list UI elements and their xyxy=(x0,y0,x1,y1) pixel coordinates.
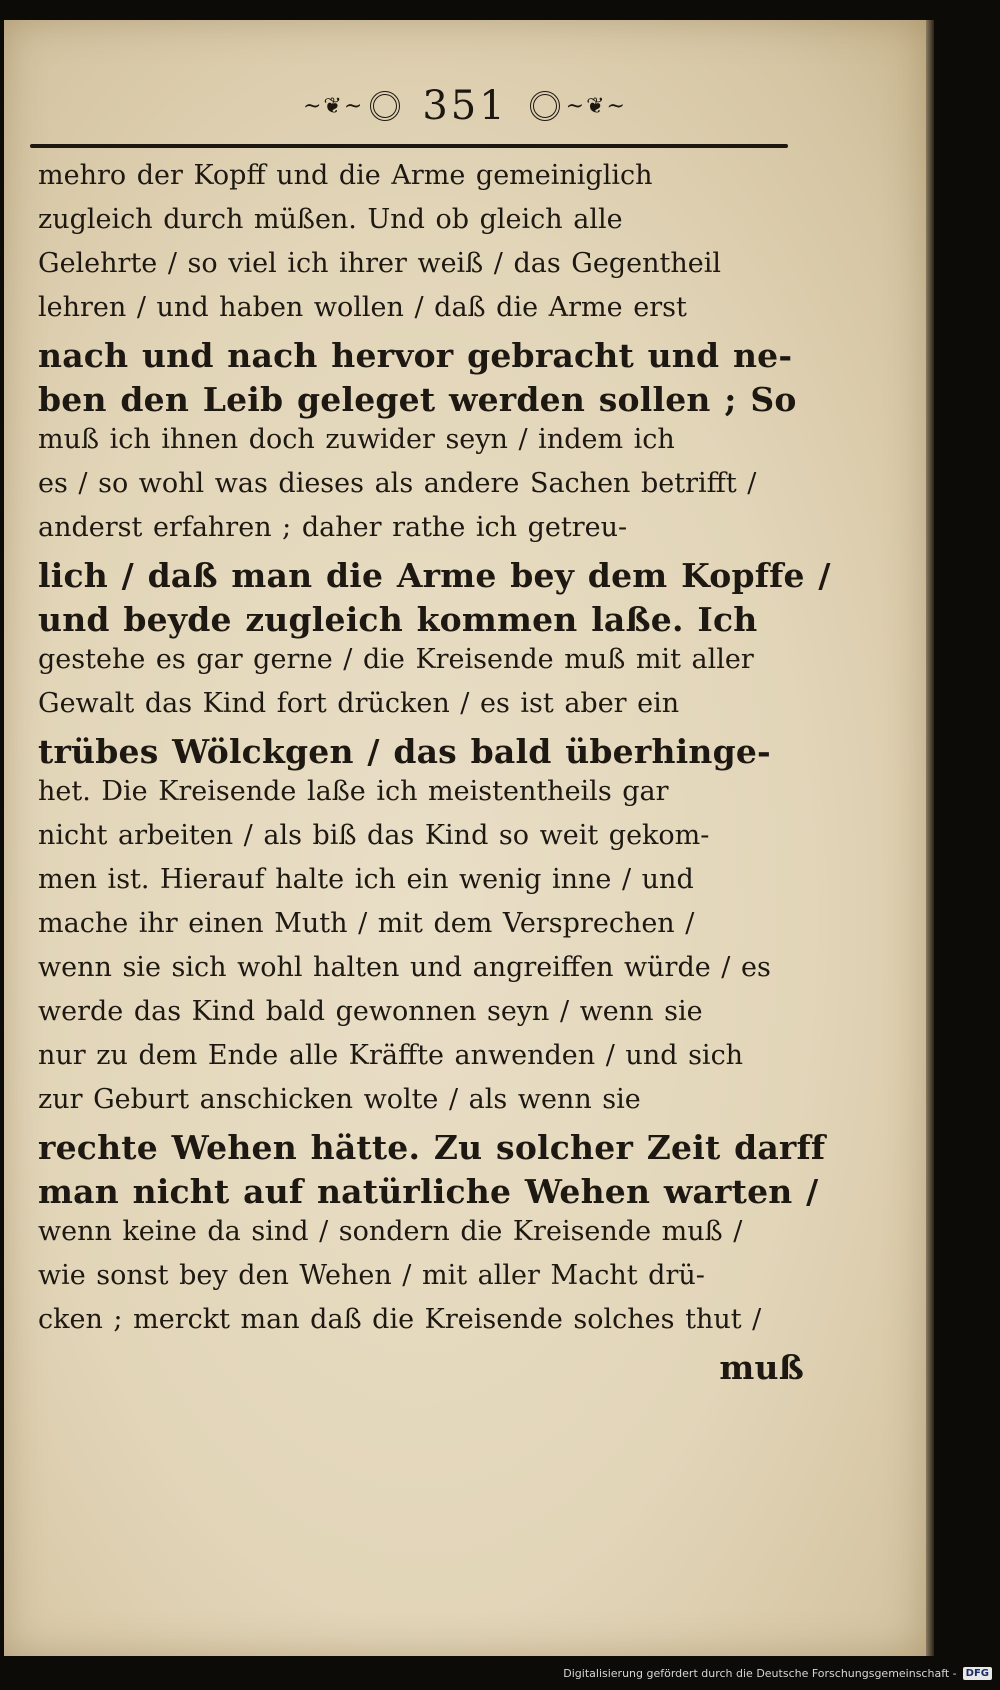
text-line: zugleich durch müßen. Und ob gleich alle xyxy=(38,204,623,235)
text-line: ben den Leib geleget werden sollen ; So xyxy=(38,380,797,419)
ornament-left-icon: ~❦~ xyxy=(303,91,400,121)
book-page xyxy=(4,20,926,1656)
digitization-credit xyxy=(563,1667,992,1680)
body-text xyxy=(38,160,831,1392)
text-line: men ist. Hierauf halte ich ein wenig inne / und xyxy=(38,864,694,895)
text-line: rechte Wehen hätte. Zu solcher Zeit darff xyxy=(38,1128,826,1167)
text-line: mehro der Kopff und die Arme gemeiniglich xyxy=(38,160,653,191)
text-line: es / so wohl was dieses als andere Sachen betrifft / xyxy=(38,468,757,499)
text-line: nicht arbeiten / als biß das Kind so weit gekom- xyxy=(38,820,710,851)
text-line: nach und nach hervor gebracht und ne- xyxy=(38,336,793,375)
text-line: nur zu dem Ende alle Kräffte anwenden / und sich xyxy=(38,1040,744,1071)
text-line: Gelehrte / so viel ich ihrer weiß / das Gegentheil xyxy=(38,248,721,279)
text-line: man nicht auf natürliche Wehen warten / xyxy=(38,1172,819,1211)
text-line: wenn sie sich wohl halten und angreiffen würde / es xyxy=(38,952,771,983)
dfg-logo-icon: DFG xyxy=(963,1667,992,1680)
text-line: zur Geburt anschicken wolte / als wenn sie xyxy=(38,1084,641,1115)
text-line: mache ihr einen Muth / mit dem Versprechen / xyxy=(38,908,695,939)
text-line: werde das Kind bald gewonnen seyn / wenn sie xyxy=(38,996,703,1027)
catchword: muß xyxy=(719,1348,804,1387)
text-line: gestehe es gar gerne / die Kreisende muß mit aller xyxy=(38,644,754,675)
text-line: cken ; merckt man daß die Kreisende solches thut / xyxy=(38,1304,762,1335)
ornament-right-icon: ~❦~ xyxy=(530,91,627,121)
text-line: muß ich ihnen doch zuwider seyn / indem ich xyxy=(38,424,675,455)
text-line: anderst erfahren ; daher rathe ich getreu- xyxy=(38,512,628,543)
credit-text: Digitalisierung gefördert durch die Deutsche Forschungsgemeinschaft - xyxy=(563,1667,957,1680)
page-number: 351 xyxy=(422,83,508,129)
text-line: lich / daß man die Arme bey dem Kopffe / xyxy=(38,556,831,595)
text-line: wenn keine da sind / sondern die Kreisende muß / xyxy=(38,1216,743,1247)
header-rule xyxy=(30,144,788,148)
text-line: lehren / und haben wollen / daß die Arme erst xyxy=(38,292,687,323)
page-edge xyxy=(926,20,934,1656)
text-line: und beyde zugleich kommen laße. Ich xyxy=(38,600,758,639)
text-line: trübes Wölckgen / das bald überhinge- xyxy=(38,732,771,771)
page-header xyxy=(4,78,926,134)
text-line: het. Die Kreisende laße ich meistentheils gar xyxy=(38,776,669,807)
text-line: wie sonst bey den Wehen / mit aller Macht drü- xyxy=(38,1260,705,1291)
text-line: Gewalt das Kind fort drücken / es ist aber ein xyxy=(38,688,680,719)
